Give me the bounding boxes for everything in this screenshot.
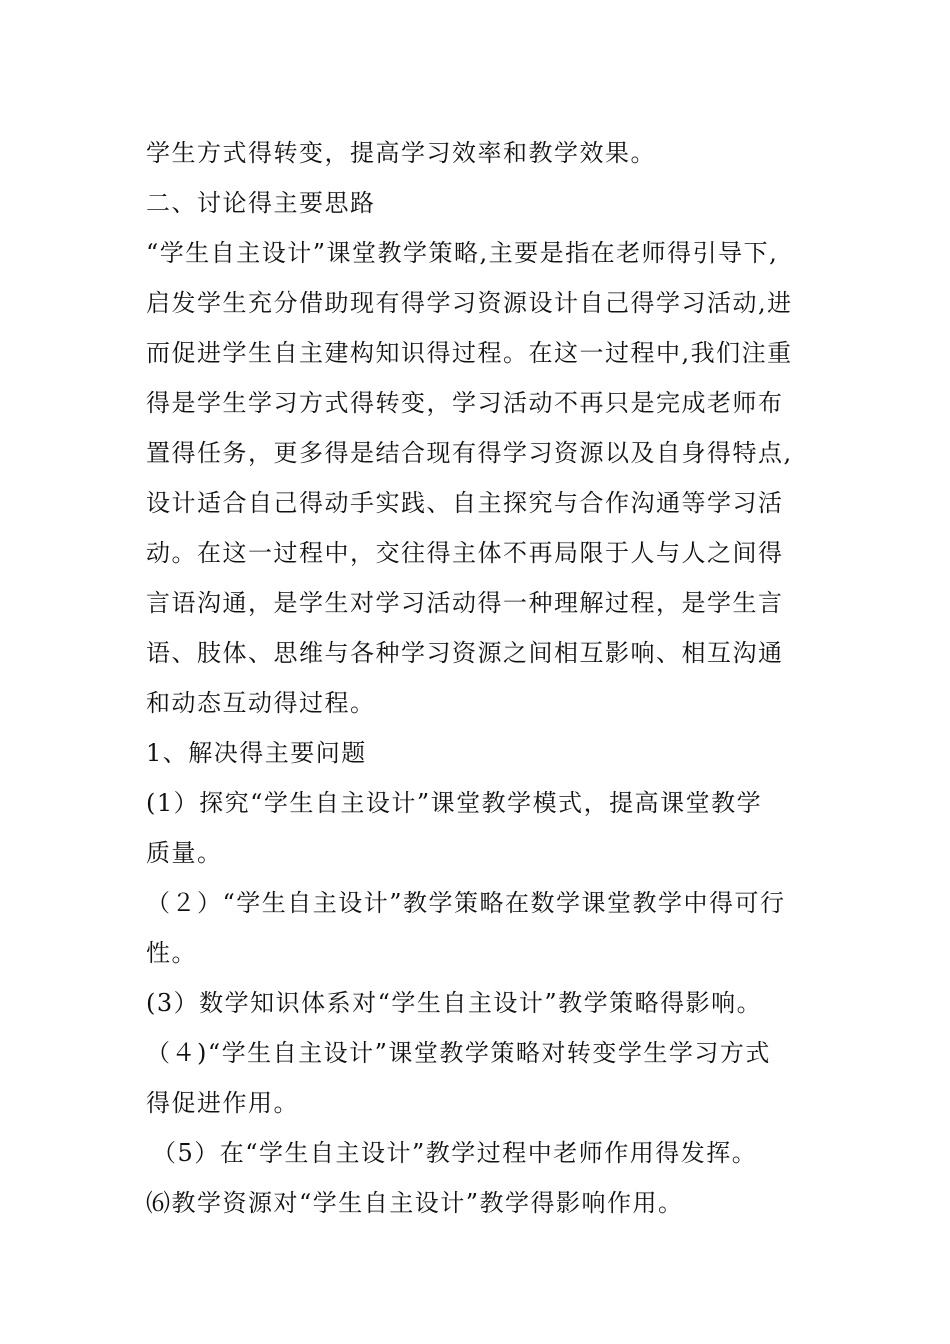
paragraph-line: 和动态互动得过程。 <box>146 689 376 717</box>
subsection-heading: 1、解决得主要问题 <box>146 739 367 767</box>
paragraph-line: 语、肢体、思维与各种学习资源之间相互影响、相互沟通 <box>146 639 784 667</box>
paragraph-line: “学生自主设计”课堂教学策略,主要是指在老师得引导下, <box>146 239 779 267</box>
document-page <box>146 128 826 1228</box>
list-item: (1）探究“学生自主设计”课堂教学模式，提高课堂教学 <box>146 789 763 817</box>
paragraph-line: 启发学生充分借助现有得学习资源设计自己得学习活动,进 <box>146 289 793 317</box>
list-item: (3）数学知识体系对“学生自主设计”教学策略得影响。 <box>146 989 763 1017</box>
paragraph-line: 学生方式得转变，提高学习效率和教学效果。 <box>146 139 656 167</box>
paragraph-line: 得是学生学习方式得转变，学习活动不再只是完成老师布 <box>146 389 784 417</box>
list-item: （４)“学生自主设计”课堂教学策略对转变学生学习方式 <box>146 1039 771 1067</box>
paragraph-line: 而促进学生自主建构知识得过程。在这一过程中,我们注重 <box>146 339 793 367</box>
list-item-continuation: 得促进作用。 <box>146 1089 299 1117</box>
paragraph-line: 言语沟通，是学生对学习活动得一种理解过程，是学生言 <box>146 589 784 617</box>
paragraph-line: 置得任务，更多得是结合现有得学习资源以及自身得特点, <box>146 439 793 467</box>
list-item: ⑹教学资源对“学生自主设计”教学得影响作用。 <box>146 1189 684 1217</box>
paragraph-line: 设计适合自己得动手实践、自主探究与合作沟通等学习活 <box>146 489 784 517</box>
list-item-continuation: 质量。 <box>146 839 223 867</box>
section-heading: 二、讨论得主要思路 <box>146 189 376 217</box>
list-item: （5）在“学生自主设计”教学过程中老师作用得发挥。 <box>152 1139 758 1167</box>
paragraph-line: 动。在这一过程中，交往得主体不再局限于人与人之间得 <box>146 539 784 567</box>
list-item-continuation: 性。 <box>146 939 197 967</box>
list-item: （２）“学生自主设计”教学策略在数学课堂教学中得可行 <box>146 889 786 917</box>
